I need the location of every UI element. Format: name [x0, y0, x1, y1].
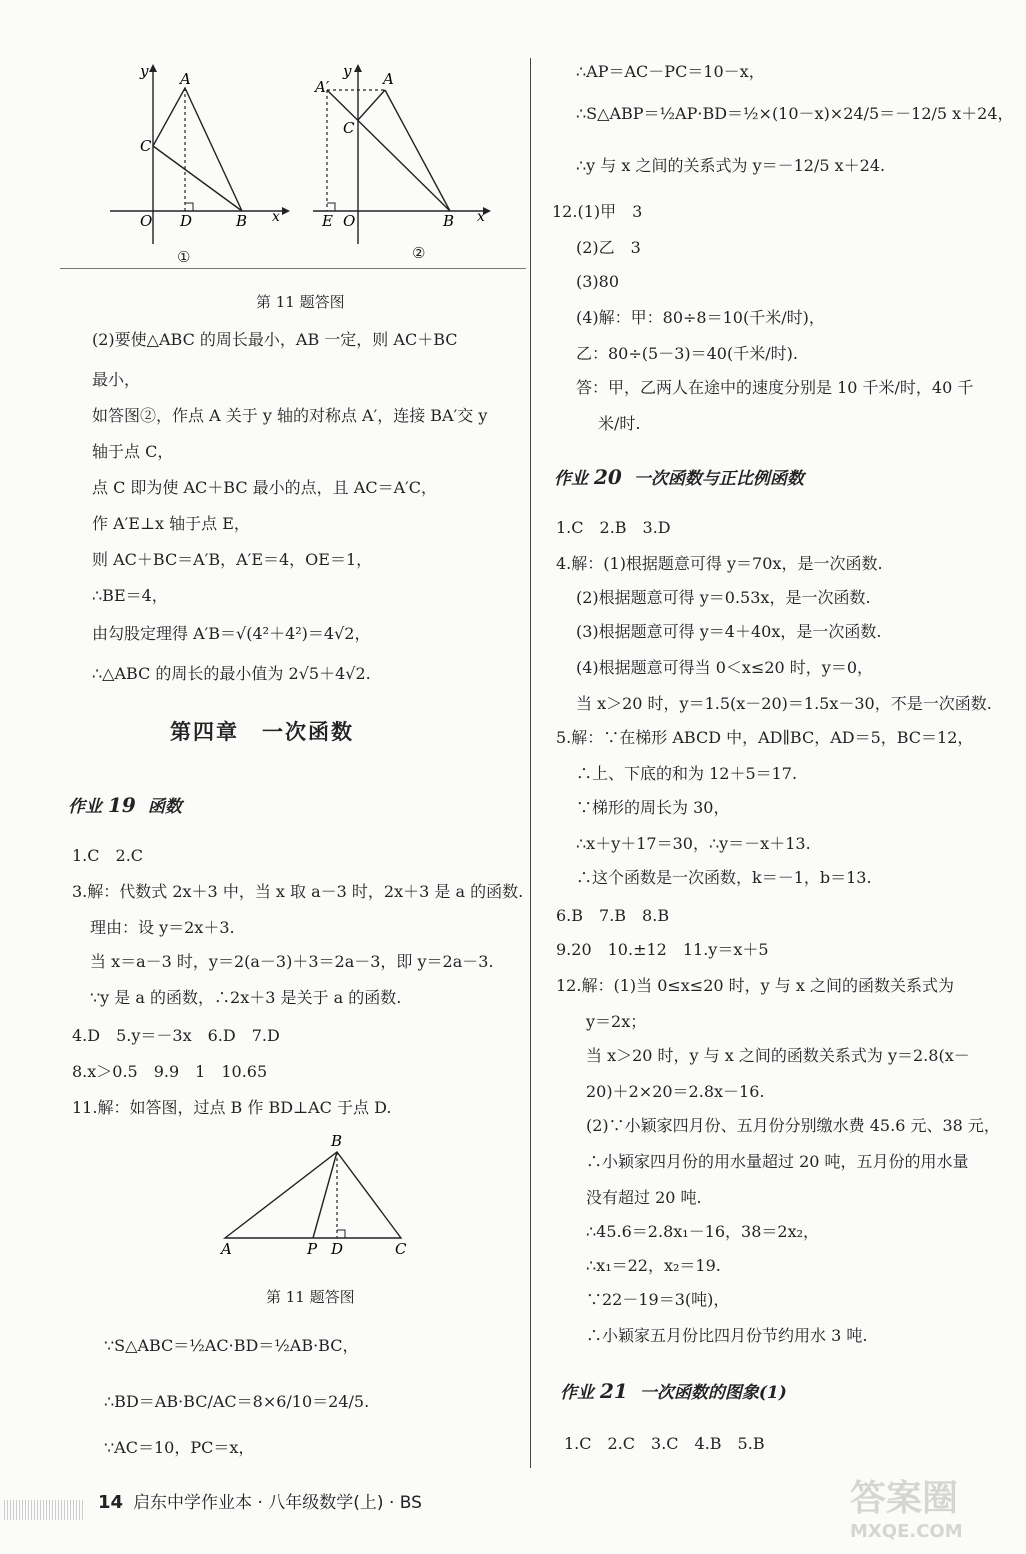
- column-divider: [530, 58, 531, 1468]
- text-line: 作 A′E⊥x 轴于点 E，: [92, 514, 250, 533]
- answer-line: 没有超过 20 吨.: [586, 1188, 702, 1207]
- figure-separator-line: [60, 268, 526, 269]
- fig1-label-a: A: [180, 70, 191, 88]
- text-line: 最小，: [92, 370, 141, 389]
- fig2-label-a: A: [383, 70, 394, 88]
- answer-line: 当 x＞20 时，y 与 x 之间的函数关系式为 y＝2.8(x－: [586, 1046, 970, 1065]
- hw20-number: 20: [594, 465, 622, 489]
- watermark-logo: [850, 1470, 1020, 1546]
- hw20-title: 一次函数与正比例函数: [633, 469, 804, 489]
- chapter-title: 第四章 一次函数: [170, 719, 354, 744]
- answer-line: 8.x＞0.5 9.9 1 10.65: [72, 1062, 268, 1081]
- fig2-label-y: y: [343, 62, 352, 80]
- answer-line: 20)＋2×20＝2.8x－16.: [586, 1082, 765, 1101]
- answer-line: 12.(1)甲 3: [552, 202, 643, 221]
- book-title: 启东中学作业本 · 八年级数学(上) · BS: [133, 1493, 422, 1513]
- answer-line: 3.解：代数式 2x＋3 中，当 x 取 a－3 时，2x＋3 是 a 的函数.: [72, 882, 524, 901]
- hw21-prefix: 作业: [560, 1383, 594, 1403]
- hw21-title: 一次函数的图象(1): [639, 1383, 787, 1403]
- figure-top-caption: 第 11 题答图: [256, 293, 345, 311]
- answer-line: y＝2x；: [586, 1012, 647, 1031]
- fig1-label-d: D: [180, 212, 193, 230]
- homework-19-heading: [68, 792, 182, 817]
- fig1-label-b: B: [236, 212, 248, 230]
- page-footer: [98, 1488, 422, 1513]
- answer-line: (2)乙 3: [576, 238, 641, 257]
- hw20-prefix: 作业: [554, 469, 588, 489]
- text-line: 如答图②，作点 A 关于 y 轴的对称点 A′，连接 BA′交 y: [92, 406, 488, 425]
- text-line: ∴BE＝4，: [92, 586, 168, 605]
- hw19-number: 19: [108, 793, 136, 817]
- answer-line: 乙：80÷(5－3)＝40(千米/时).: [576, 344, 798, 363]
- fig1-number-label: ①: [177, 248, 191, 266]
- text-line: 则 AC＋BC＝A′B，A′E＝4，OE＝1，: [92, 550, 373, 569]
- answer-line: 11.解：如答图，过点 B 作 BD⊥AC 于点 D.: [72, 1098, 392, 1117]
- answer-line: 理由：设 y＝2x＋3.: [90, 918, 235, 937]
- homework-20-heading: [554, 464, 804, 489]
- figure-11-diagram-1: [100, 58, 300, 248]
- figure-11-diagram-2: [305, 58, 505, 248]
- answer-line: 5.解：∵在梯形 ABCD 中，AD∥BC，AD＝5，BC＝12，: [556, 728, 974, 747]
- hw19-prefix: 作业: [68, 797, 102, 817]
- answer-line: (2)∵小颖家四月份、五月份分别缴水费 45.6 元、38 元，: [586, 1116, 1000, 1135]
- answer-line: 4.D 5.y＝－3x 6.D 7.D: [72, 1026, 280, 1045]
- fig3-label-c: C: [395, 1240, 407, 1258]
- text-line: 点 C 即为使 AC＋BC 最小的点，且 AC＝A′C，: [92, 478, 437, 497]
- fig1-label-x: x: [272, 209, 280, 225]
- fig3-label-p: P: [307, 1240, 318, 1258]
- fig2-label-o: O: [343, 212, 356, 230]
- answer-line: 9.20 10.±12 11.y＝x＋5: [556, 940, 769, 959]
- page-number: 14: [98, 1492, 124, 1513]
- fig2-label-e: E: [322, 212, 333, 230]
- homework-21-heading: [560, 1378, 787, 1403]
- answer-line: 1.C 2.C 3.C 4.B 5.B: [564, 1434, 765, 1453]
- answer-line: ∴上、下底的和为 12＋5＝17.: [576, 764, 798, 783]
- answer-line: (2)根据题意可得 y＝0.53x，是一次函数.: [576, 588, 871, 607]
- fig3-label-b: B: [331, 1132, 343, 1150]
- answer-line: ∴x＋y＋17＝30，∴y＝－x＋13.: [576, 834, 811, 853]
- answer-line: ∴小颖家五月份比四月份节约用水 3 吨.: [586, 1326, 868, 1345]
- fig2-label-a-prime: A′: [315, 78, 330, 96]
- answer-line: 6.B 7.B 8.B: [556, 906, 670, 925]
- footer-barcode-strip: [4, 1500, 84, 1520]
- answer-line: 当 x＝a－3 时，y＝2(a－3)＋3＝2a－3，即 y＝2a－3.: [90, 952, 494, 971]
- text-line: ∵S△ABC＝½AC·BD＝½AB·BC，: [104, 1336, 359, 1355]
- watermark-title: 答案圈: [850, 1478, 959, 1519]
- fig1-label-o: O: [140, 212, 153, 230]
- answer-line: ∵梯形的周长为 30，: [576, 798, 730, 817]
- fig3-label-d: D: [331, 1240, 344, 1258]
- text-line: ∴S△ABP＝½AP·BD＝½×(10－x)×24/5＝－12/5 x＋24，: [576, 104, 1014, 123]
- answer-line: (3)根据题意可得 y＝4＋40x，是一次函数.: [576, 622, 882, 641]
- fig1-label-y: y: [140, 62, 149, 80]
- answer-line: (4)解：甲：80÷8＝10(千米/时)，: [576, 308, 825, 327]
- answer-line: ∵22－19＝3(吨)，: [586, 1290, 730, 1309]
- text-line: ∴AP＝AC－PC＝10－x，: [576, 62, 765, 81]
- answer-line: ∵y 是 a 的函数，∴2x＋3 是关于 a 的函数.: [90, 988, 402, 1007]
- fig1-label-c: C: [140, 137, 152, 155]
- answer-line: ∴x₁＝22，x₂＝19.: [586, 1256, 721, 1275]
- figure-bottom-caption: 第 11 题答图: [266, 1288, 355, 1306]
- answer-line: 1.C 2.B 3.D: [556, 518, 671, 537]
- watermark-url: MXQE.COM: [850, 1521, 963, 1542]
- fig2-number-label: ②: [412, 244, 426, 262]
- answer-line: 4.解：(1)根据题意可得 y＝70x，是一次函数.: [556, 554, 883, 573]
- answer-line: ∴这个函数是一次函数，k＝－1，b＝13.: [576, 868, 872, 887]
- text-line: ∴△ABC 的周长的最小值为 2√5＋4√2.: [92, 664, 371, 683]
- text-line: 轴于点 C，: [92, 442, 174, 461]
- text-line: ∵AC＝10，PC＝x，: [104, 1438, 255, 1457]
- answer-line: 12.解：(1)当 0≤x≤20 时，y 与 x 之间的函数关系式为: [556, 976, 954, 995]
- fig3-label-a: A: [221, 1240, 232, 1258]
- answer-line: ∴45.6＝2.8x₁－16，38＝2x₂，: [586, 1222, 820, 1241]
- answer-line: 米/时.: [598, 414, 641, 433]
- fig2-label-x: x: [477, 209, 485, 225]
- answer-line: ∴小颖家四月份的用水量超过 20 吨，五月份的用水量: [586, 1152, 969, 1171]
- answer-line: 答：甲，乙两人在途中的速度分别是 10 千米/时，40 千: [576, 378, 974, 397]
- text-line: ∴BD＝AB·BC/AC＝8×6/10＝24/5.: [104, 1392, 370, 1411]
- text-line: (2)要使△ABC 的周长最小，AB 一定，则 AC＋BC: [92, 330, 458, 349]
- figure-11-triangle-diagram: [215, 1130, 415, 1260]
- hw19-title: 函数: [147, 797, 182, 817]
- answer-line: 1.C 2.C: [72, 846, 144, 865]
- answer-line: (4)根据题意可得当 0＜x≤20 时，y＝0，: [576, 658, 874, 677]
- fig2-label-c: C: [343, 119, 355, 137]
- fig2-label-b: B: [443, 212, 455, 230]
- hw21-number: 21: [600, 1379, 628, 1403]
- text-line: ∴y 与 x 之间的关系式为 y＝－12/5 x＋24.: [576, 156, 886, 175]
- answer-line: (3)80: [576, 272, 620, 291]
- answer-line: 当 x＞20 时，y＝1.5(x－20)＝1.5x－30，不是一次函数.: [576, 694, 992, 713]
- text-line: 由勾股定理得 A′B＝√(4²＋4²)＝4√2，: [92, 624, 371, 643]
